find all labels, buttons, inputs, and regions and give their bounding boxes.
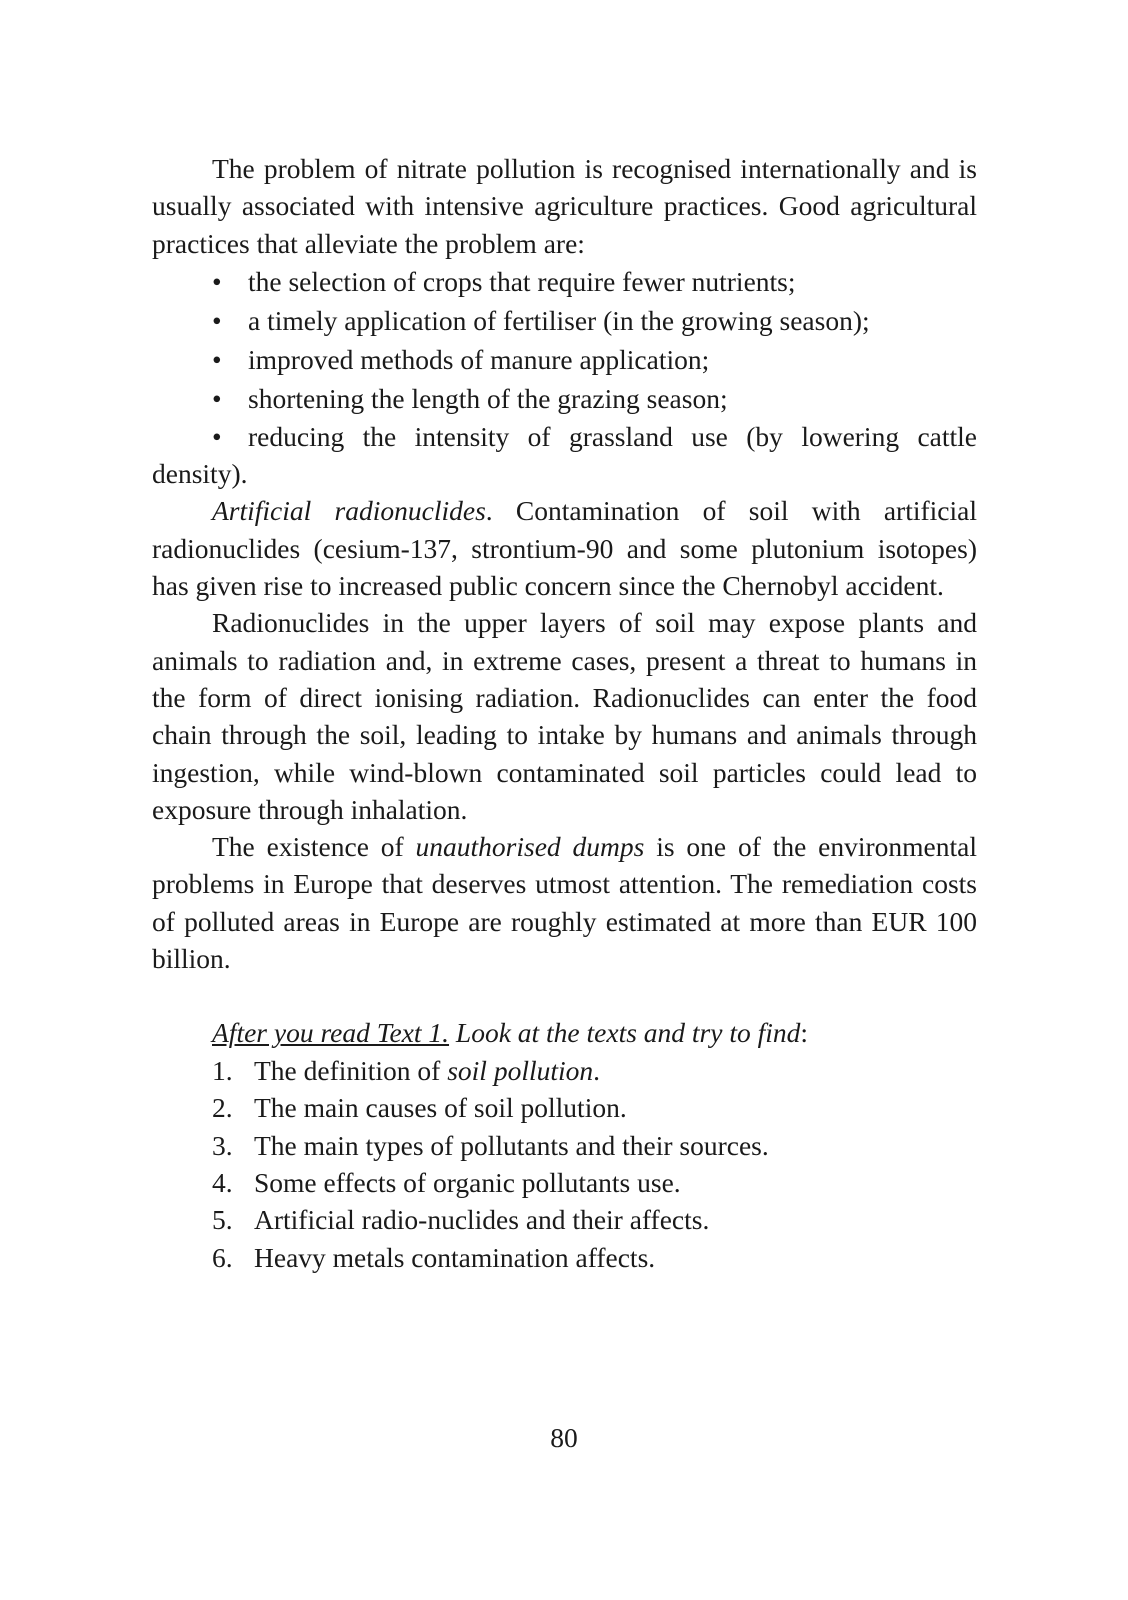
list-item [152, 1127, 977, 1164]
bullet-icon: • [212, 304, 222, 336]
list-item [152, 418, 977, 493]
bullet-icon: • [212, 382, 222, 414]
list-item [152, 340, 977, 379]
question-number: 1. [212, 1054, 233, 1086]
dumps-term: unauthorised dumps [415, 831, 645, 863]
question-number: 6. [212, 1241, 233, 1273]
questions-list [152, 1052, 977, 1276]
list-item-text: a timely application of fertiliser (in the growing season); [248, 304, 870, 336]
question-text: Some effects of organic pollutants use. [254, 1167, 681, 1199]
task-instruction-text: Look at the texts and try to find [449, 1017, 801, 1049]
task-heading: After you read Text 1. [212, 1017, 450, 1049]
bullet-icon: • [212, 343, 222, 375]
list-item [152, 1052, 977, 1089]
list-item [152, 1089, 977, 1126]
question-text: Artificial radio-nuclides and their affects. [254, 1204, 710, 1236]
bullet-icon: • [212, 265, 222, 297]
exposure-paragraph: Radionuclides in the upper layers of soil may expose plants and animals to radiation and, in extreme cases, present a threat to humans in the form of direct ionising radiation. Radionuclides can enter the food chain through the soil, leading to intake by humans and animals through ingestion, while wind-blown contaminated soil particles could lead to exposure through inhalation. [152, 607, 977, 825]
question-text: The main causes of soil pollution. [254, 1092, 627, 1124]
radionuclides-text: . Contamination of soil with artificial radionuclides (cesium-137, strontium-90 and some plutonium isotopes) has given rise to increased public concern since the Chernobyl accident. [152, 495, 977, 602]
question-number: 4. [212, 1167, 233, 1199]
page-number: 80 [550, 1422, 578, 1453]
section-spacer [152, 977, 977, 1014]
intro-paragraph: The problem of nitrate pollution is recognised internationally and is usually associated with intensive agriculture practices. Good agricultural practices that alleviate the problem are: [152, 153, 977, 259]
radionuclides-term: Artificial radionuclides [212, 495, 486, 527]
question-text: The main types of pollutants and their sources. [254, 1129, 769, 1161]
list-item-text: the selection of crops that require fewer nutrients; [248, 265, 796, 297]
dumps-text-after: is one of the environmental problems in Europe that deserves utmost attention. The remediation costs of polluted areas in Europe are roughly estimated at more than EUR 100 billion. [152, 831, 978, 975]
task-instruction [152, 1014, 977, 1052]
question-text: The definition of [254, 1054, 448, 1086]
practices-list [152, 262, 977, 493]
question-text-end: . [593, 1054, 601, 1086]
list-item-text: improved methods of manure application; [248, 343, 710, 375]
list-item [152, 1164, 977, 1201]
question-number: 3. [212, 1129, 233, 1161]
list-item-text: shortening the length of the grazing season; [248, 382, 728, 414]
radionuclides-paragraph [152, 492, 977, 604]
dumps-paragraph [152, 828, 977, 977]
list-item [152, 1201, 977, 1238]
list-item [152, 379, 977, 418]
question-term: soil pollution [447, 1054, 594, 1086]
bullet-icon: • [212, 420, 222, 452]
question-text: Heavy metals contamination affects. [254, 1241, 656, 1273]
document-page [152, 150, 977, 1276]
question-number: 2. [212, 1092, 233, 1124]
list-item [152, 262, 977, 301]
list-item [152, 1239, 977, 1276]
dumps-text-before: The existence of [212, 831, 416, 863]
list-item [152, 301, 977, 340]
question-number: 5. [212, 1204, 233, 1236]
list-item-text: reducing the intensity of grassland use (by lowering cattle density). [152, 420, 977, 490]
task-colon: : [800, 1017, 809, 1049]
